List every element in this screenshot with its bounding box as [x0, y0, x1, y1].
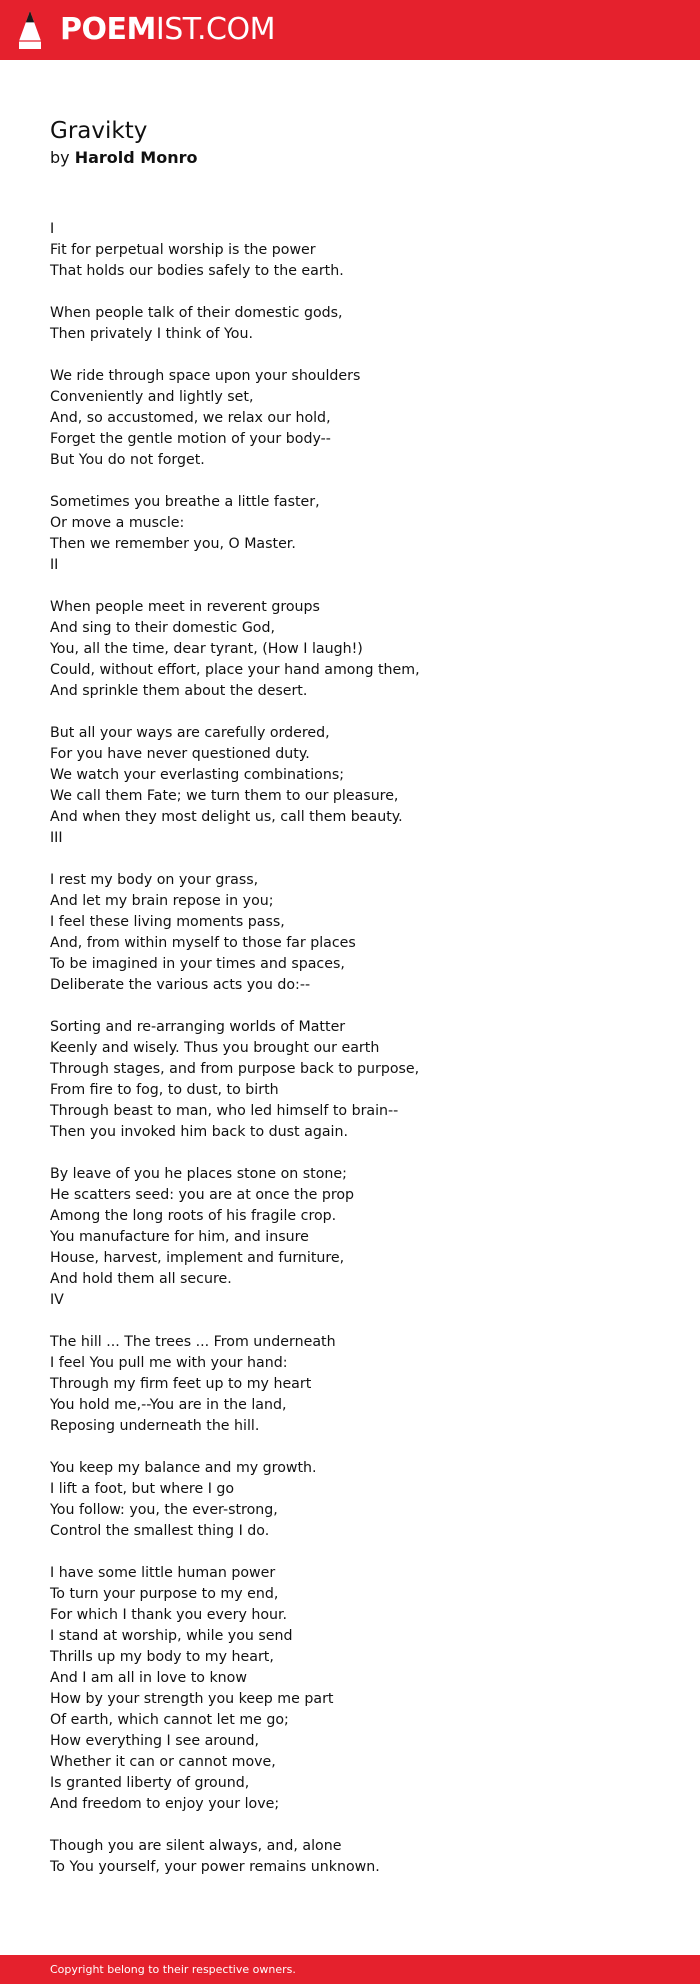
logo-text-light: IST.COM [155, 12, 275, 47]
stanza-break [50, 471, 670, 492]
poem-line: And sing to their domestic God, [50, 620, 276, 636]
poem-line: Then you invoked him back to dust again. [50, 1124, 348, 1140]
stanza-break [50, 996, 670, 1017]
poem-line: From fire to fog, to dust, to birth [50, 1082, 279, 1098]
poem-line: Deliberate the various acts you do:-- [50, 977, 311, 993]
poem-line: Could, without effort, place your hand among them, [50, 662, 420, 678]
poem-line: Whether it can or cannot move, [50, 1754, 276, 1770]
poem-line: And when they most delight us, call them beauty. [50, 809, 403, 825]
poem-line: We call them Fate; we turn them to our pleasure, [50, 788, 399, 804]
poem-line: We ride through space upon your shoulders [50, 368, 361, 384]
stanza-break [50, 282, 670, 303]
poem-line: I lift a foot, but where I go [50, 1481, 235, 1497]
poem-line: And, from within myself to those far places [50, 935, 356, 951]
poem-line: You follow: you, the ever-strong, [50, 1502, 278, 1518]
poem-line: Thrills up my body to my heart, [50, 1649, 274, 1665]
poem-line: I feel these living moments pass, [50, 914, 285, 930]
poem-line: When people meet in reverent groups [50, 599, 320, 615]
poem-line: Keenly and wisely. Thus you brought our earth [50, 1040, 380, 1056]
byline-prefix: by [50, 148, 70, 167]
poem-line: But all your ways are carefully ordered, [50, 725, 330, 741]
logo-text-bold: POEM [60, 12, 156, 47]
poem-line: He scatters seed: you are at once the prop [50, 1187, 355, 1203]
poem-line: Of earth, which cannot let me go; [50, 1712, 289, 1728]
stanza-break [50, 1143, 670, 1164]
stanza-break [50, 576, 670, 597]
poem-line: I stand at worship, while you send [50, 1628, 293, 1644]
poem-line: I rest my body on your grass, [50, 872, 259, 888]
poem-line: To You yourself, your power remains unknown. [50, 1859, 380, 1875]
poem-line: By leave of you he places stone on stone; [50, 1166, 347, 1182]
stanza-break [50, 849, 670, 870]
poem-byline [50, 147, 197, 169]
poem-line: Sorting and re-arranging worlds of Matter [50, 1019, 346, 1035]
poem-line: IV [50, 1292, 64, 1308]
site-footer [0, 1955, 700, 1984]
poem-line: You keep my balance and my growth. [50, 1460, 317, 1476]
poem-line: And freedom to enjoy your love; [50, 1796, 280, 1812]
poem-line: How everything I see around, [50, 1733, 259, 1749]
poem-line: You, all the time, dear tyrant, (How I laugh!) [50, 641, 363, 657]
poem-body [50, 219, 670, 1878]
stanza-break [50, 1815, 670, 1836]
poem-line: II [50, 557, 59, 573]
poem-line: And, so accustomed, we relax our hold, [50, 410, 331, 426]
poem-line: To be imagined in your times and spaces, [50, 956, 345, 972]
poem-line: Reposing underneath the hill. [50, 1418, 260, 1434]
poem-line: III [50, 830, 63, 846]
poem-line: Through my firm feet up to my heart [50, 1376, 312, 1392]
poem-line: We watch your everlasting combinations; [50, 767, 345, 783]
poem-line: That holds our bodies safely to the earth. [50, 263, 344, 279]
stanza-break [50, 1542, 670, 1563]
poem-line: Then privately I think of You. [50, 326, 253, 342]
poem-line: You manufacture for him, and insure [50, 1229, 309, 1245]
poem-line: I feel You pull me with your hand: [50, 1355, 288, 1371]
copyright-notice: Copyright belong to their respective owners. [50, 1963, 296, 1976]
poem-author: Harold Monro [74, 148, 198, 167]
poem-line: Forget the gentle motion of your body-- [50, 431, 331, 447]
poem-line: And I am all in love to know [50, 1670, 247, 1686]
site-logo-text [60, 12, 275, 47]
poem-line: The hill ... The trees ... From underneath [50, 1334, 336, 1350]
poem-line: Through beast to man, who led himself to brain-- [50, 1103, 399, 1119]
pencil-icon [18, 10, 42, 50]
poem-line: Though you are silent always, and, alone [50, 1838, 342, 1854]
poem-line: Is granted liberty of ground, [50, 1775, 250, 1791]
poem-line: And hold them all secure. [50, 1271, 232, 1287]
poem-line: When people talk of their domestic gods, [50, 305, 343, 321]
stanza-break [50, 1311, 670, 1332]
poem-title: Gravikty [50, 118, 148, 144]
site-header [0, 0, 700, 60]
poem-line: To turn your purpose to my end, [50, 1586, 279, 1602]
poem-line: Conveniently and lightly set, [50, 389, 254, 405]
site-logo-link[interactable] [18, 10, 275, 50]
poem-line: But You do not forget. [50, 452, 205, 468]
stanza-break [50, 702, 670, 723]
poem-line: I have some little human power [50, 1565, 276, 1581]
poem-line: How by your strength you keep me part [50, 1691, 334, 1707]
poem-line: And sprinkle them about the desert. [50, 683, 308, 699]
poem-line: Through stages, and from purpose back to purpose, [50, 1061, 420, 1077]
poem-line: Among the long roots of his fragile crop. [50, 1208, 337, 1224]
poem-line: Then we remember you, O Master. [50, 536, 296, 552]
poem-line: And let my brain repose in you; [50, 893, 274, 909]
stanza-break [50, 1437, 670, 1458]
poem-line: I [50, 221, 55, 237]
poem-line: House, harvest, implement and furniture, [50, 1250, 345, 1266]
poem-line: Sometimes you breathe a little faster, [50, 494, 320, 510]
poem-line: Fit for perpetual worship is the power [50, 242, 316, 258]
poem-line: For which I thank you every hour. [50, 1607, 288, 1623]
poem-line: Control the smallest thing I do. [50, 1523, 270, 1539]
stanza-break [50, 345, 670, 366]
poem-line: You hold me,--You are in the land, [50, 1397, 287, 1413]
poem-line: For you have never questioned duty. [50, 746, 310, 762]
poem-line: Or move a muscle: [50, 515, 185, 531]
